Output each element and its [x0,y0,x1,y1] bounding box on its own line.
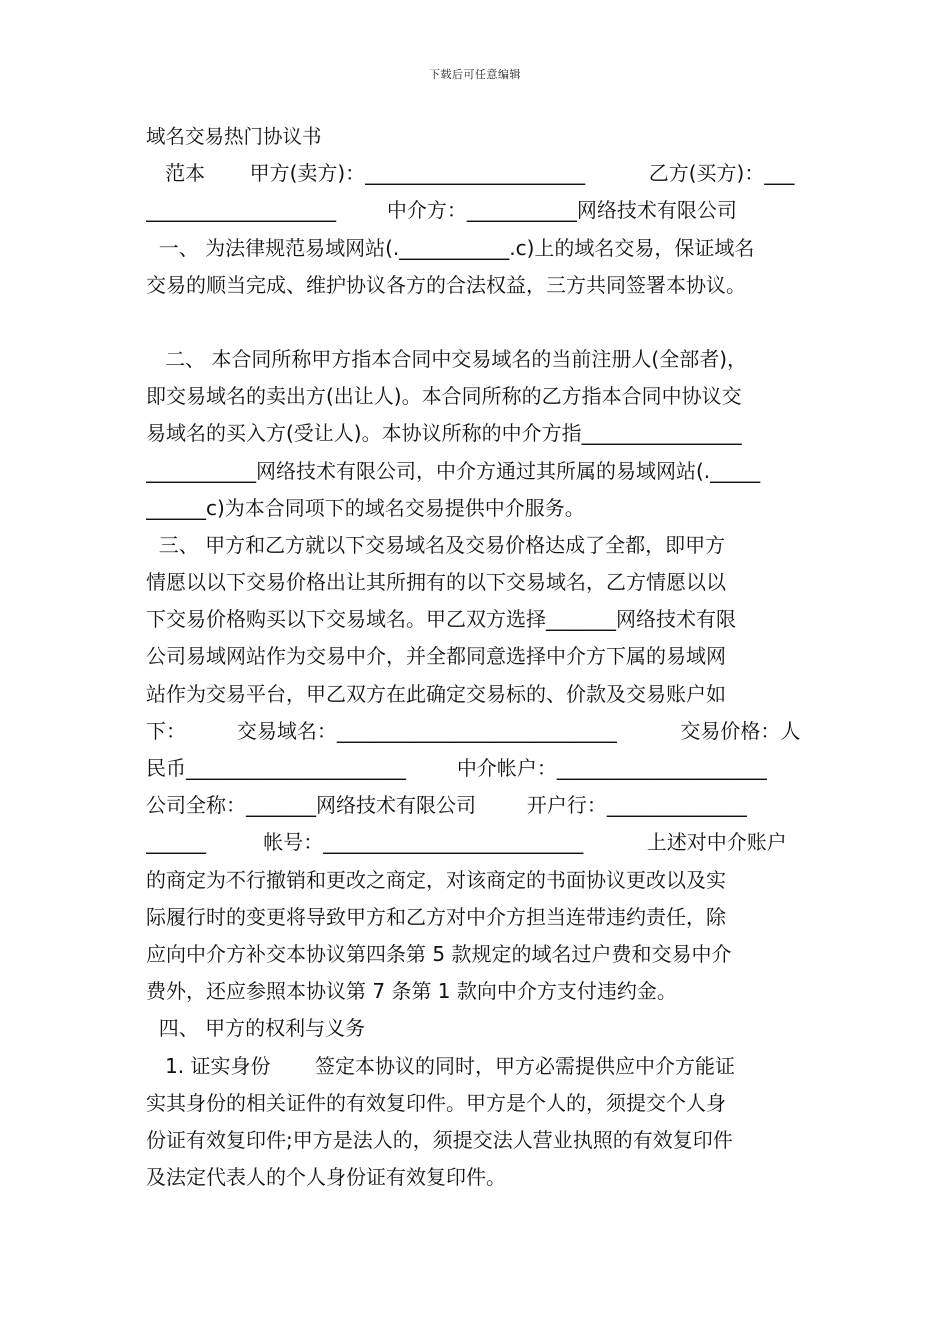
paragraph-line: 站作为交易平台，甲乙双方在此确定交易标的、价款及交易账户如 [146,681,726,706]
paragraph-line: ______ 帐号：__________________________ 上述对中介账户 [146,830,787,855]
paragraph-gap [146,304,814,341]
paragraph-line: 公司易域网站作为交易中介，并全都同意选择中介方下属的易域网 [146,644,726,669]
paragraph-line: 费外，还应参照本协议第 7 条第 1 款向中介方支付违约金。 [146,979,677,1004]
paragraph-line: 一、 为法律规范易域网站(.___________.c)上的域名交易，保证域名 [146,235,755,260]
paragraph-line: ___________________ 中介方：___________网络技术有限公司 [146,198,737,223]
paragraph-line: 的商定为不行撤销和更改之商定，对该商定的书面协议更改以及实 [146,867,726,892]
paragraph-line: 份证有效复印件;甲方是法人的，须提交法人营业执照的有效复印件 [146,1127,733,1152]
paragraph-line: 1. 证实身份 签定本协议的同时，甲方必需提供应中介方能证 [146,1053,736,1078]
paragraph-line: 三、 甲方和乙方就以下交易域名及交易价格达成了全都，即甲方 [146,532,726,557]
document-body [146,118,814,1196]
paragraph-line: 下交易价格购买以下交易域名。甲乙双方选择_______网络技术有限 [146,607,736,632]
paragraph-line: 际履行时的变更将导致甲方和乙方对中介方担当连带违约责任，除 [146,904,726,929]
paragraph-line: ___________网络技术有限公司，中介方通过其所属的易域网站(._____ [146,458,761,483]
paragraph-line: 即交易域名的卖出方(出让人)。本合同所称的乙方指本合同中协议交 [146,384,742,409]
paragraph-line: 二、 本合同所称甲方指本合同中交易域名的当前注册人(全部者)， [146,346,748,371]
section-heading: 四、 甲方的权利与义务 [146,1016,366,1041]
paragraph-line: 应向中介方补交本协议第四条第 5 款规定的域名过户费和交易中介 [146,941,732,966]
paragraph-line: 民币______________________ 中介帐户：_____________________ [146,756,767,780]
paragraph-line: 情愿以以下交易价格出让其所拥有的以下交易域名，乙方情愿以以 [146,570,726,595]
paragraph-line: 下： 交易域名：____________________________ 交易价格：人 [146,718,801,743]
page-header: 下载后可任意编辑 [429,68,521,81]
paragraph-line: 易域名的买入方(受让人)。本协议所称的中介方指________________ [146,421,742,446]
paragraph-line: ______c)为本合同项下的域名交易提供中介服务。 [146,495,585,520]
paragraph-line: 交易的顺当完成、维护协议各方的合法权益，三方共同签署本协议。 [146,272,746,297]
document-title: 域名交易热门协议书 [146,125,322,148]
paragraph-line: 实其身份的相关证件的有效复印件。甲方是个人的，须提交个人身 [146,1090,726,1115]
paragraph-line: 及法定代表人的个人身份证有效复印件。 [146,1165,506,1190]
paragraph-line: 范本 甲方(卖方)：______________________ 乙方(买方)：___ [146,161,795,186]
paragraph-line: 公司全称：_______网络技术有限公司 开户行：______________ [146,793,747,818]
